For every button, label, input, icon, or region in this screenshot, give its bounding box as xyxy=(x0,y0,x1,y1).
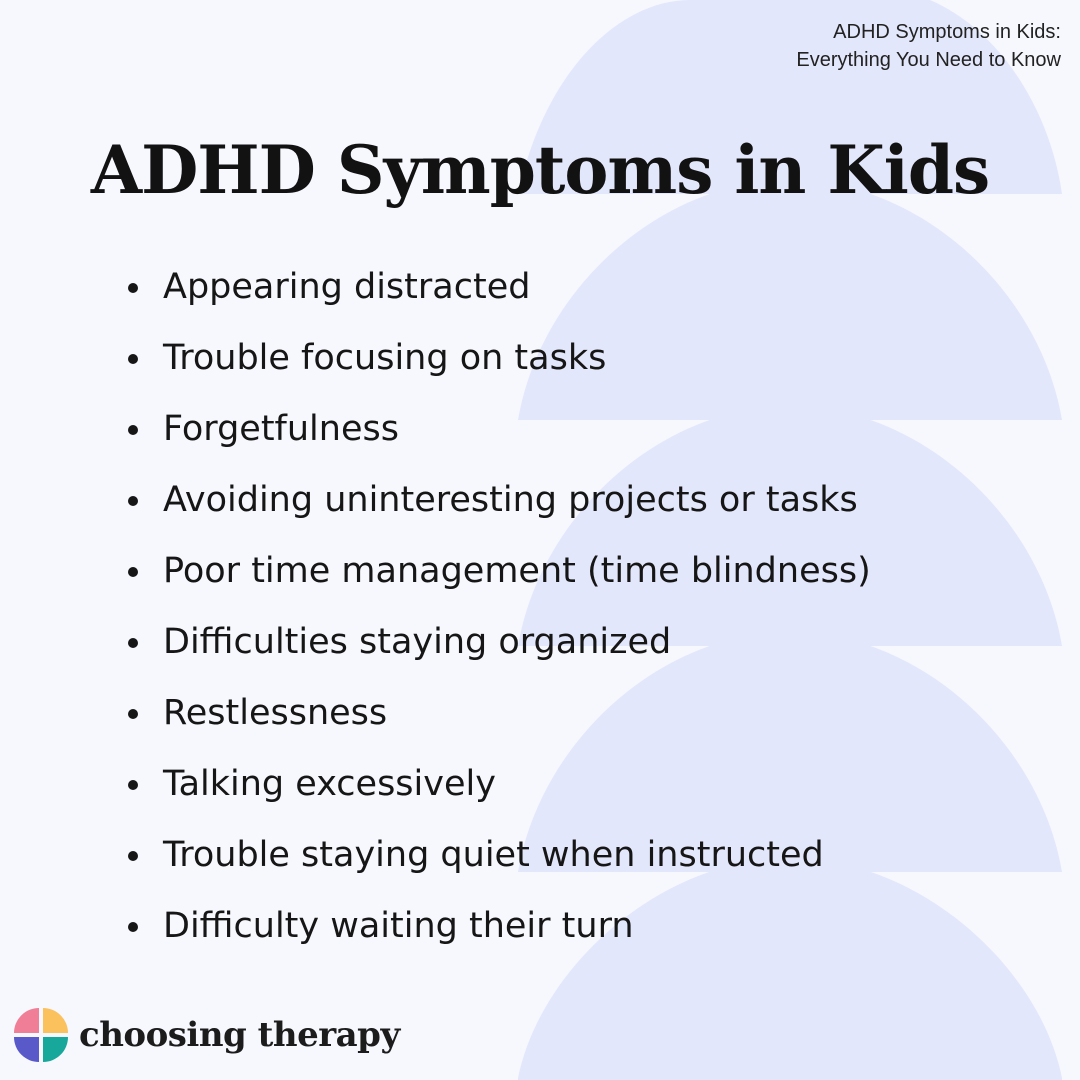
symptom-item xyxy=(128,891,871,962)
symptom-item xyxy=(128,536,871,607)
logo-petal-teal xyxy=(43,1037,68,1062)
symptom-text: Appearing distracted xyxy=(163,267,531,307)
logo-petal-yellow xyxy=(43,1008,68,1033)
bullet-dot-icon xyxy=(128,425,138,435)
symptom-text: Poor time management (time blindness) xyxy=(163,551,871,591)
bullet-dot-icon xyxy=(128,709,138,719)
bullet-dot-icon xyxy=(128,638,138,648)
article-subtitle-line-2: Everything You Need to Know xyxy=(796,49,1061,71)
symptom-item xyxy=(128,820,871,891)
brand-name: choosing therapy xyxy=(79,1015,400,1055)
symptom-item xyxy=(128,394,871,465)
bullet-dot-icon xyxy=(128,922,138,932)
bullet-dot-icon xyxy=(128,780,138,790)
bullet-dot-icon xyxy=(128,851,138,861)
symptom-item xyxy=(128,323,871,394)
symptom-text: Forgetfulness xyxy=(163,409,399,449)
bullet-dot-icon xyxy=(128,567,138,577)
bullet-dot-icon xyxy=(128,283,138,293)
logo-petal-pink xyxy=(14,1008,39,1033)
logo-petal-indigo xyxy=(14,1037,39,1062)
bullet-dot-icon xyxy=(128,496,138,506)
symptom-text: Difficulty waiting their turn xyxy=(163,906,634,946)
symptom-text: Difficulties staying organized xyxy=(163,622,672,662)
article-subtitle xyxy=(796,18,1061,74)
symptom-list xyxy=(128,252,871,962)
symptom-text: Talking excessively xyxy=(163,764,496,804)
symptom-item xyxy=(128,678,871,749)
symptom-text: Trouble focusing on tasks xyxy=(163,338,607,378)
page-title: ADHD Symptoms in Kids xyxy=(90,131,990,209)
symptom-item xyxy=(128,607,871,678)
symptom-text: Avoiding uninteresting projects or tasks xyxy=(163,480,858,520)
symptom-item xyxy=(128,749,871,820)
brand-footer xyxy=(14,1006,400,1064)
article-subtitle-line-1: ADHD Symptoms in Kids: xyxy=(833,21,1061,43)
bullet-dot-icon xyxy=(128,354,138,364)
symptom-item xyxy=(128,465,871,536)
symptom-text: Restlessness xyxy=(163,693,388,733)
symptom-item xyxy=(128,252,871,323)
symptom-text: Trouble staying quiet when instructed xyxy=(163,835,824,875)
choosing-therapy-logo-icon xyxy=(14,1008,68,1062)
